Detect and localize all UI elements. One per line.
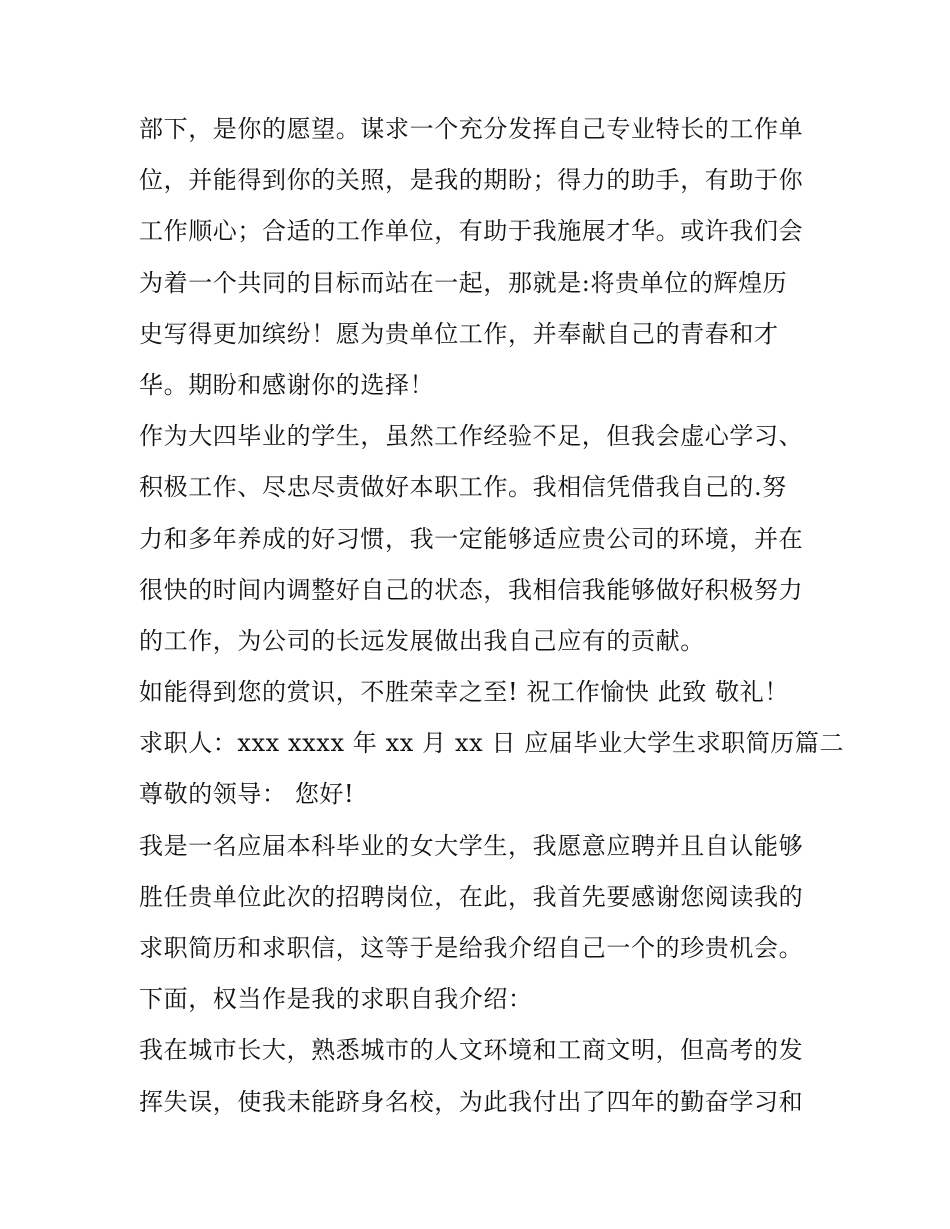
text-line: 求职人：xxx xxxx 年 xx 月 xx 日 应届毕业大学生求职简历篇二 <box>139 729 845 758</box>
text-line: 如能得到您的赏识，不胜荣幸之至! 祝工作愉快 此致 敬礼！ <box>139 678 789 707</box>
text-line: 部下，是你的愿望。谋求一个充分发挥自己专业特长的工作单 <box>139 115 804 143</box>
text-line: 力和多年养成的好习惯，我一定能够适应贵公司的环境，并在 <box>139 524 804 553</box>
text-line: 华。期盼和感谢你的选择！ <box>139 370 435 399</box>
text-line: 作为大四毕业的学生，虽然工作经验不足，但我会虚心学习、 <box>139 422 804 451</box>
text-line: 我是一名应届本科毕业的女大学生，我愿意应聘并且自认能够 <box>139 831 804 860</box>
text-line: 史写得更加缤纷！愿为贵单位工作，并奉献自己的青春和才 <box>139 319 779 348</box>
text-line: 求职简历和求职信，这等于是给我介绍自己一个的珍贵机会。 <box>139 934 804 962</box>
text-line: 工作顺心；合适的工作单位，有助于我施展才华。或许我们会 <box>139 217 804 246</box>
text-line: 尊敬的领导： 您好! <box>139 780 355 809</box>
text-line: 积极工作、尽忠尽责做好本职工作。我相信凭借我自己的.努 <box>139 473 787 502</box>
text-line: 胜任贵单位此次的招聘岗位，在此，我首先要感谢您阅读我的 <box>139 882 804 911</box>
text-line: 我在城市长大，熟悉城市的人文环境和工商文明，但高考的发 <box>139 1036 804 1065</box>
text-line: 为着一个共同的目标而站在一起，那就是:将贵单位的辉煌历 <box>139 268 788 297</box>
text-line: 下面，权当作是我的求职自我介绍： <box>139 985 533 1014</box>
text-line: 挥失误，使我未能跻身名校，为此我付出了四年的勤奋学习和 <box>139 1087 804 1116</box>
body-text <box>139 104 845 1128</box>
text-line: 的工作，为公司的长远发展做出我自己应有的贡献。 <box>139 626 705 655</box>
text-line: 位，并能得到你的关照，是我的期盼；得力的助手，有助于你 <box>139 166 804 195</box>
text-line: 很快的时间内调整好自己的状态，我相信我能够做好积极努力 <box>139 575 804 604</box>
